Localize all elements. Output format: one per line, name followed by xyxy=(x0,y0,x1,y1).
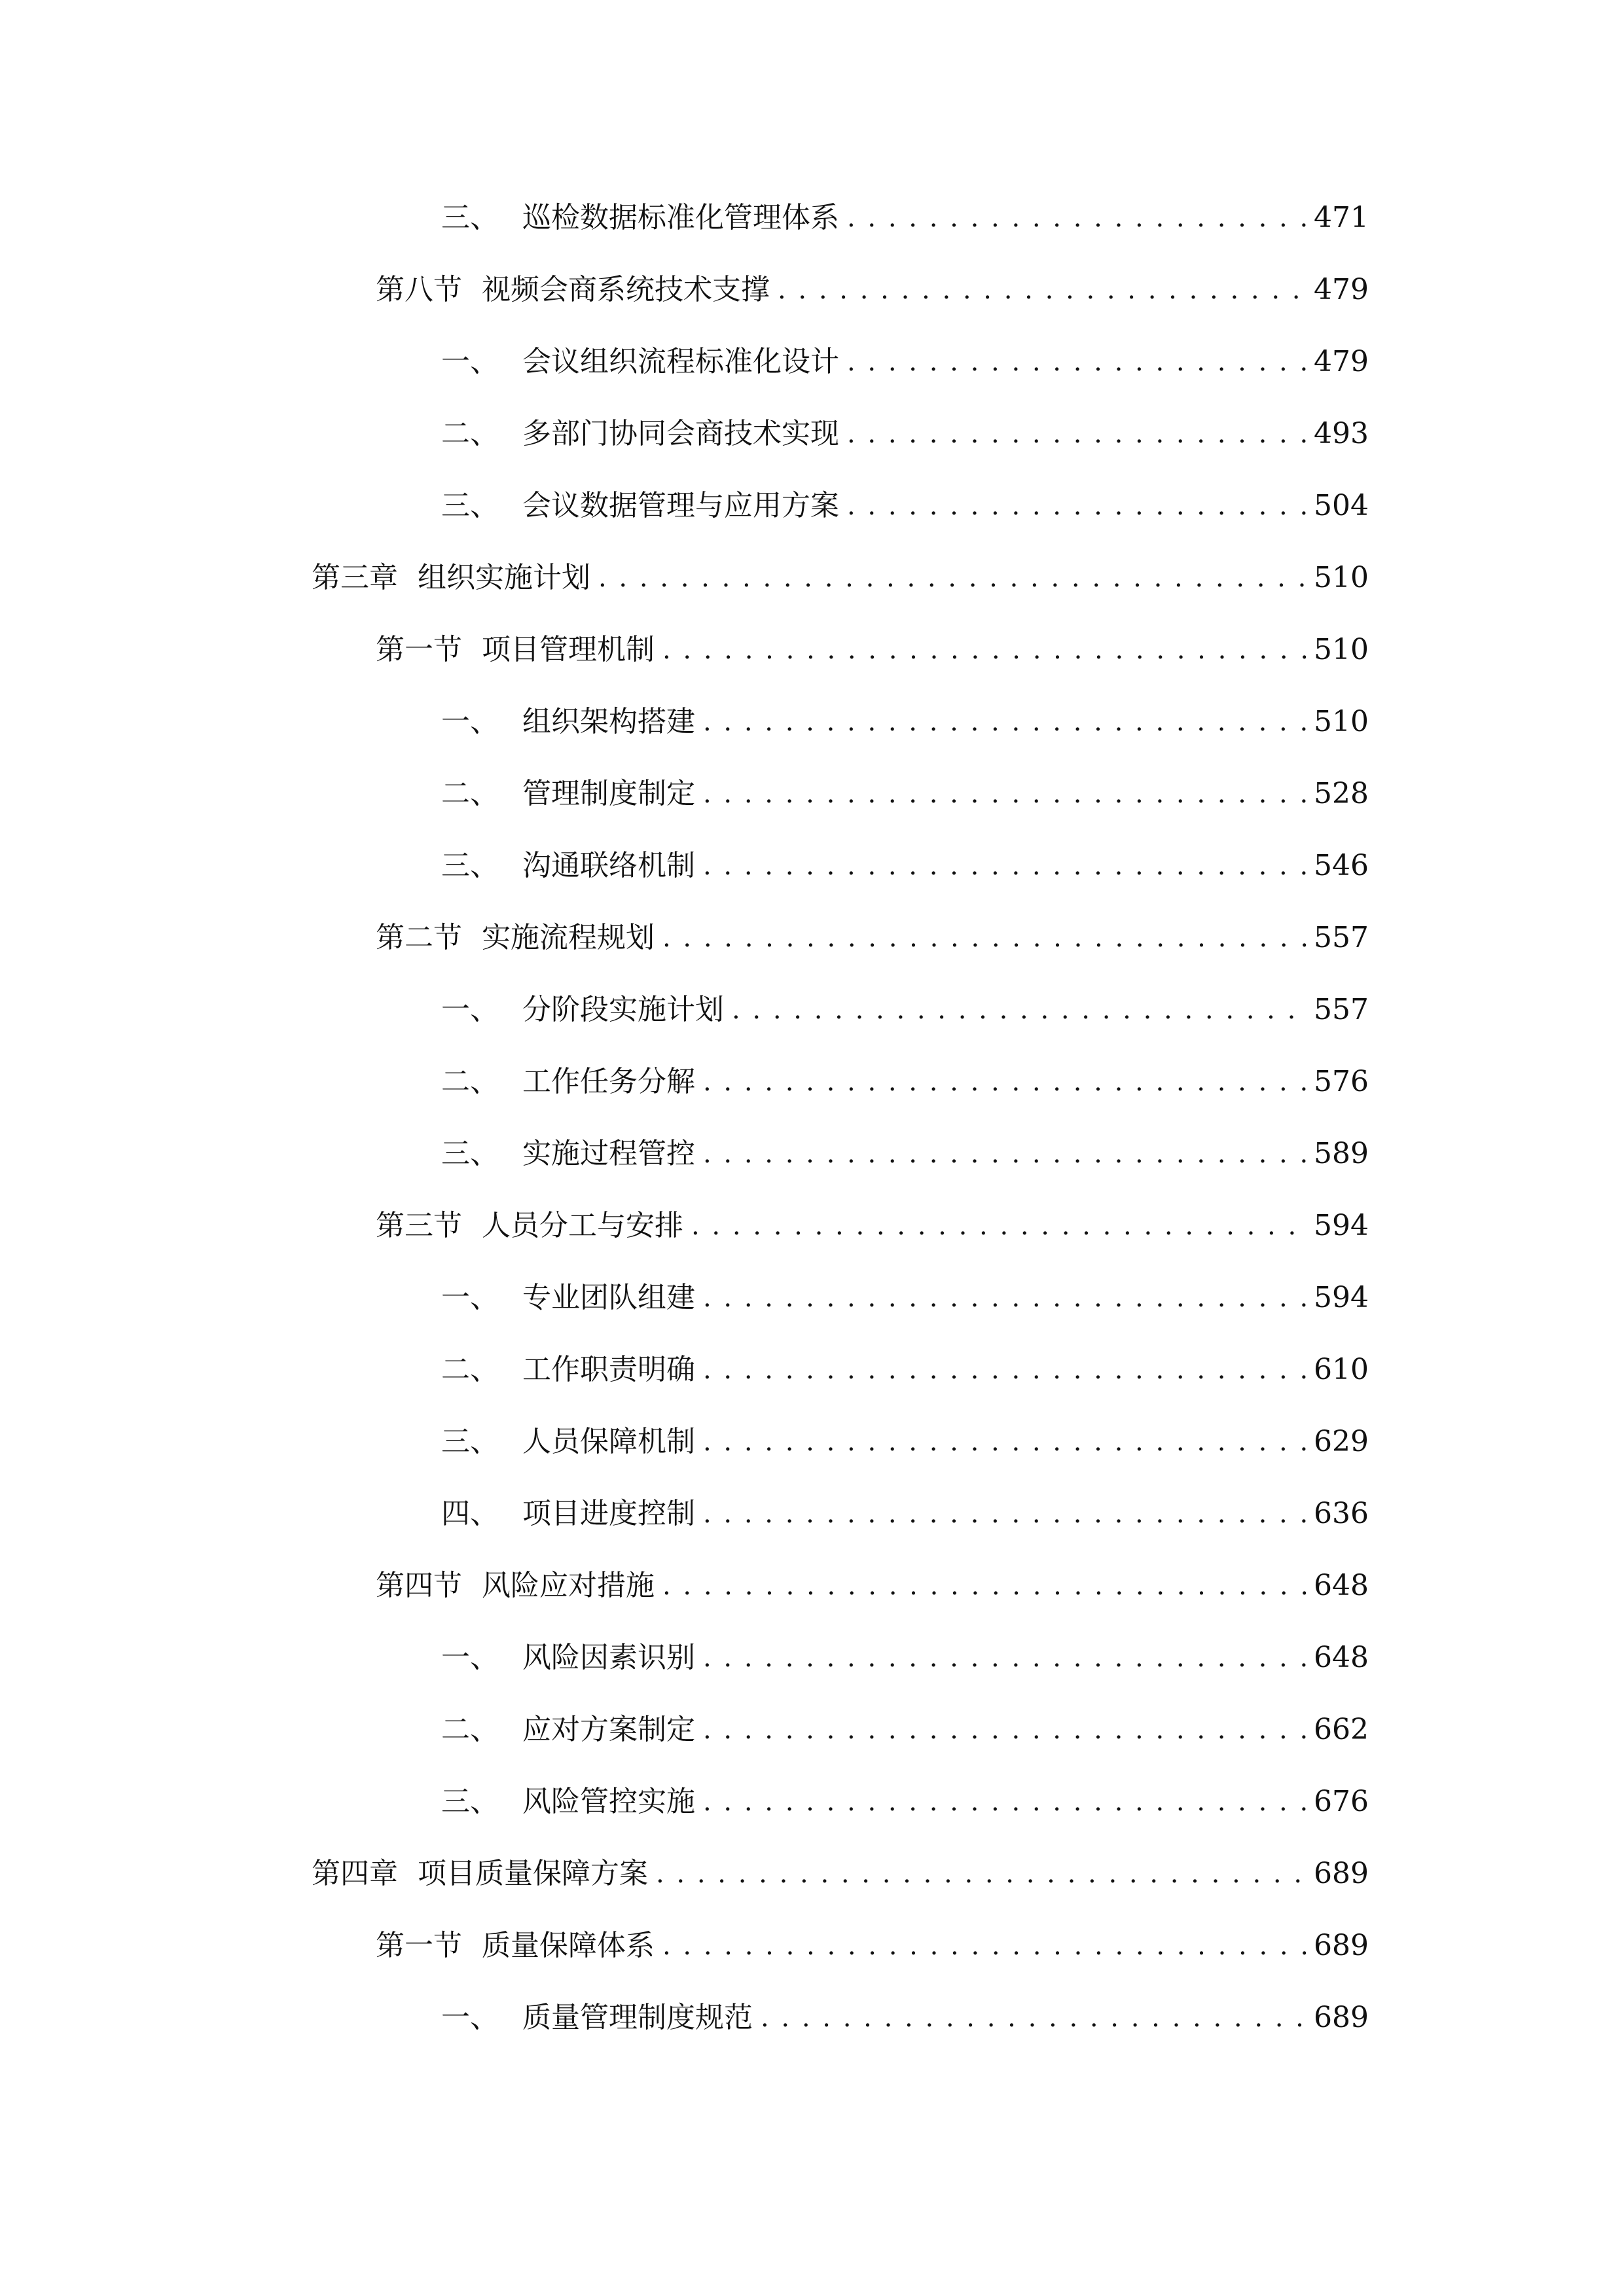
entry-title: 实施流程规划 xyxy=(482,921,655,954)
dot-leader xyxy=(662,1923,1306,1969)
toc-entry[interactable] xyxy=(312,1851,1369,1897)
entry-page-number: 528 xyxy=(1314,777,1369,810)
dot-leader xyxy=(703,1707,1306,1753)
entry-number: 第四节 xyxy=(376,1569,462,1602)
entry-number: 二、 xyxy=(441,1713,499,1746)
toc-entry[interactable] xyxy=(441,771,1369,817)
toc-entry[interactable] xyxy=(441,483,1369,529)
entry-page-number: 648 xyxy=(1314,1641,1369,1674)
entry-page-number: 662 xyxy=(1314,1713,1369,1746)
entry-number: 三、 xyxy=(441,1785,499,1818)
dot-leader xyxy=(662,1563,1306,1609)
toc-entry[interactable] xyxy=(441,1491,1369,1537)
entry-number: 二、 xyxy=(441,777,499,810)
entry-number: 一、 xyxy=(441,345,499,378)
toc-entry[interactable] xyxy=(441,1995,1369,2041)
dot-leader xyxy=(847,339,1306,385)
dot-leader xyxy=(847,411,1306,457)
entry-number: 三、 xyxy=(441,201,499,234)
entry-number: 一、 xyxy=(441,2001,499,2034)
entry-number: 第一节 xyxy=(376,1929,462,1962)
toc-entry[interactable] xyxy=(376,267,1369,313)
toc-entry[interactable] xyxy=(441,1275,1369,1321)
entry-page-number: 546 xyxy=(1314,849,1369,882)
entry-page-number: 493 xyxy=(1314,417,1369,450)
dot-leader xyxy=(703,1059,1306,1105)
entry-page-number: 689 xyxy=(1314,1857,1369,1890)
toc-entry[interactable] xyxy=(441,987,1369,1033)
entry-page-number: 479 xyxy=(1314,273,1369,306)
entry-title: 质量管理制度规范 xyxy=(522,2001,753,2034)
entry-page-number: 479 xyxy=(1314,345,1369,378)
entry-number: 二、 xyxy=(441,1065,499,1098)
toc-entry[interactable] xyxy=(441,1635,1369,1681)
entry-page-number: 557 xyxy=(1314,993,1369,1026)
entry-page-number: 689 xyxy=(1314,2001,1369,2034)
toc-entry[interactable] xyxy=(312,555,1369,601)
dot-leader xyxy=(703,1131,1306,1177)
toc-entry[interactable] xyxy=(376,1563,1369,1609)
entry-title: 视频会商系统技术支撑 xyxy=(482,273,770,306)
entry-title: 多部门协同会商技术实现 xyxy=(522,417,839,450)
toc-entry[interactable] xyxy=(441,1131,1369,1177)
dot-leader xyxy=(847,195,1306,241)
entry-title: 人员保障机制 xyxy=(522,1425,695,1458)
toc-entry[interactable] xyxy=(441,195,1369,241)
dot-leader xyxy=(703,1635,1306,1681)
toc-entry[interactable] xyxy=(376,1923,1369,1969)
entry-title: 管理制度制定 xyxy=(522,777,695,810)
entry-page-number: 594 xyxy=(1314,1281,1369,1314)
entry-title: 专业团队组建 xyxy=(522,1281,695,1314)
entry-page-number: 594 xyxy=(1314,1209,1369,1242)
entry-title: 实施过程管控 xyxy=(522,1137,695,1170)
toc-entry[interactable] xyxy=(376,627,1369,673)
toc-entry[interactable] xyxy=(376,1203,1369,1249)
entry-title: 项目进度控制 xyxy=(522,1497,695,1530)
entry-page-number: 510 xyxy=(1314,633,1369,666)
dot-leader xyxy=(703,1275,1306,1321)
toc-entry[interactable] xyxy=(441,1707,1369,1753)
dot-leader xyxy=(703,1779,1306,1825)
entry-number: 第二节 xyxy=(376,921,462,954)
entry-title: 巡检数据标准化管理体系 xyxy=(522,201,839,234)
dot-leader xyxy=(598,555,1306,601)
dot-leader xyxy=(847,483,1306,529)
entry-number: 第四章 xyxy=(312,1857,398,1890)
entry-page-number: 510 xyxy=(1314,705,1369,738)
entry-title: 人员分工与安排 xyxy=(482,1209,683,1242)
entry-number: 三、 xyxy=(441,489,499,522)
dot-leader xyxy=(703,771,1306,817)
dot-leader xyxy=(703,699,1306,745)
entry-title: 会议数据管理与应用方案 xyxy=(522,489,839,522)
entry-title: 项目质量保障方案 xyxy=(418,1857,648,1890)
entry-title: 应对方案制定 xyxy=(522,1713,695,1746)
entry-number: 四、 xyxy=(441,1497,499,1530)
entry-title: 工作任务分解 xyxy=(522,1065,695,1098)
entry-title: 工作职责明确 xyxy=(522,1353,695,1386)
entry-page-number: 676 xyxy=(1314,1785,1369,1818)
entry-number: 第三节 xyxy=(376,1209,462,1242)
dot-leader xyxy=(662,627,1306,673)
entry-page-number: 504 xyxy=(1314,489,1369,522)
toc-entry[interactable] xyxy=(441,1059,1369,1105)
toc-entry[interactable] xyxy=(441,1347,1369,1393)
entry-number: 三、 xyxy=(441,1137,499,1170)
entry-number: 一、 xyxy=(441,1641,499,1674)
entry-number: 三、 xyxy=(441,1425,499,1458)
entry-title: 风险应对措施 xyxy=(482,1569,655,1602)
dot-leader xyxy=(761,1995,1306,2041)
entry-title: 风险因素识别 xyxy=(522,1641,695,1674)
entry-number: 第三章 xyxy=(312,561,398,594)
dot-leader xyxy=(656,1851,1306,1897)
entry-page-number: 648 xyxy=(1314,1569,1369,1602)
toc-entry[interactable] xyxy=(441,1779,1369,1825)
entry-page-number: 510 xyxy=(1314,561,1369,594)
toc-entry[interactable] xyxy=(441,411,1369,457)
entry-page-number: 589 xyxy=(1314,1137,1369,1170)
toc-entry[interactable] xyxy=(441,1419,1369,1465)
entry-number: 一、 xyxy=(441,1281,499,1314)
entry-number: 一、 xyxy=(441,705,499,738)
dot-leader xyxy=(703,1491,1306,1537)
entry-page-number: 636 xyxy=(1314,1497,1369,1530)
dot-leader xyxy=(691,1203,1306,1249)
entry-page-number: 557 xyxy=(1314,921,1369,954)
entry-title: 质量保障体系 xyxy=(482,1929,655,1962)
dot-leader xyxy=(703,843,1306,889)
entry-number: 二、 xyxy=(441,417,499,450)
entry-page-number: 610 xyxy=(1314,1353,1369,1386)
toc-entry[interactable] xyxy=(441,339,1369,385)
toc-entry[interactable] xyxy=(376,915,1369,961)
entry-title: 沟通联络机制 xyxy=(522,849,695,882)
entry-title: 分阶段实施计划 xyxy=(522,993,724,1026)
entry-title: 组织架构搭建 xyxy=(522,705,695,738)
entry-title: 风险管控实施 xyxy=(522,1785,695,1818)
dot-leader xyxy=(778,267,1306,313)
entry-number: 一、 xyxy=(441,993,499,1026)
dot-leader xyxy=(703,1347,1306,1393)
entry-page-number: 689 xyxy=(1314,1929,1369,1962)
entry-page-number: 471 xyxy=(1314,201,1369,234)
dot-leader xyxy=(662,915,1306,961)
entry-number: 二、 xyxy=(441,1353,499,1386)
dot-leader xyxy=(732,987,1306,1033)
toc-entry[interactable] xyxy=(441,699,1369,745)
dot-leader xyxy=(703,1419,1306,1465)
entry-number: 第一节 xyxy=(376,633,462,666)
entry-page-number: 576 xyxy=(1314,1065,1369,1098)
entry-number: 第八节 xyxy=(376,273,462,306)
entry-title: 会议组织流程标准化设计 xyxy=(522,345,839,378)
entry-title: 组织实施计划 xyxy=(418,561,590,594)
entry-page-number: 629 xyxy=(1314,1425,1369,1458)
entry-title: 项目管理机制 xyxy=(482,633,655,666)
entry-number: 三、 xyxy=(441,849,499,882)
toc-entry[interactable] xyxy=(441,843,1369,889)
